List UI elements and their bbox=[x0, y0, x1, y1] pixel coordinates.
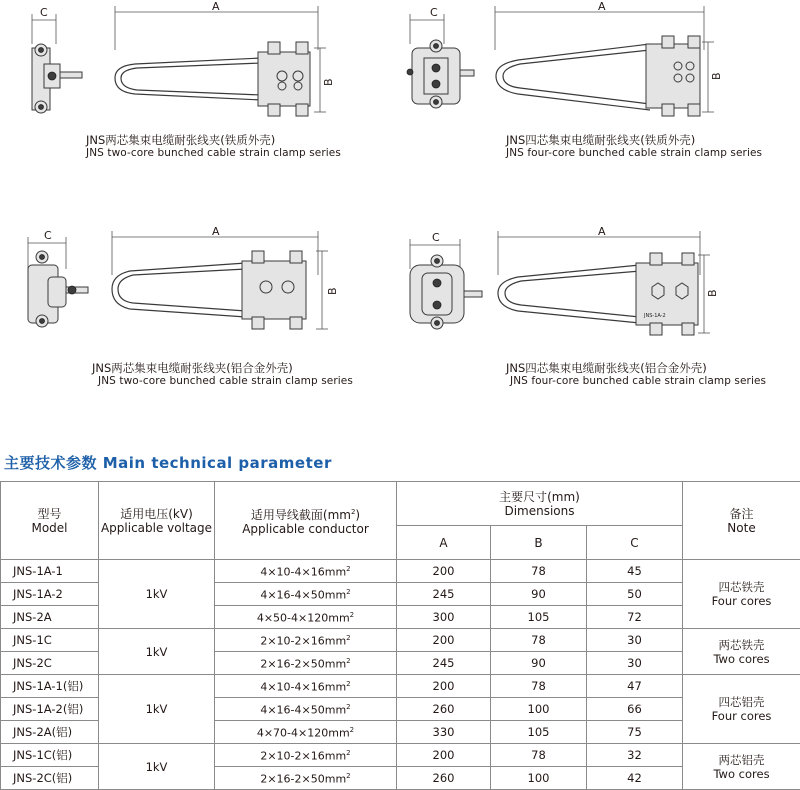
cell-model: JNS-1A-2 bbox=[1, 583, 99, 606]
dim-label-a: A bbox=[598, 0, 606, 13]
cell-note: 两芯铁壳 Two cores bbox=[683, 629, 800, 675]
caption-en: JNS four-core bunched cable strain clamp series bbox=[510, 375, 766, 387]
cell-conductor: $2\times 16-2\times 50mm^2$ bbox=[215, 652, 397, 675]
caption-en: JNS two-core bunched cable strain clamp series bbox=[86, 147, 341, 159]
cell-c: 72 bbox=[587, 606, 683, 629]
cell-conductor: $2\times 16-2\times 50mm^2$ bbox=[215, 767, 397, 790]
plate-text: JNS-1A-2 bbox=[643, 313, 666, 319]
table-row bbox=[1, 675, 800, 698]
cell-model: JNS-2C bbox=[1, 652, 99, 675]
cell-b: 90 bbox=[491, 583, 587, 606]
header-conductor: 适用导线截面$(mm^2)$ Applicable conductor bbox=[215, 482, 397, 560]
header-dimensions: 主要尺寸(mm) Dimensions bbox=[397, 482, 683, 526]
cell-note: 四芯铁壳 Four cores bbox=[683, 560, 800, 629]
cell-a: 200 bbox=[397, 675, 491, 698]
cell-c: 45 bbox=[587, 560, 683, 583]
dim-label-b: B bbox=[322, 78, 335, 86]
caption-zh: JNS四芯集束电缆耐张线夹(铝合金外壳) bbox=[506, 360, 707, 376]
cell-b: 78 bbox=[491, 744, 587, 767]
cell-b: 78 bbox=[491, 629, 587, 652]
cell-b: 78 bbox=[491, 675, 587, 698]
cell-model: JNS-1A-2(铝) bbox=[1, 698, 99, 721]
cell-model: JNS-2A(铝) bbox=[1, 721, 99, 744]
cell-b: 90 bbox=[491, 652, 587, 675]
dim-label-c: C bbox=[44, 229, 52, 242]
cell-voltage: 1kV bbox=[99, 629, 215, 675]
header-a: A bbox=[397, 526, 491, 560]
cell-b: 105 bbox=[491, 606, 587, 629]
cell-conductor: $4\times 16-4\times 50mm^2$ bbox=[215, 698, 397, 721]
dim-label-c: C bbox=[432, 231, 440, 244]
figure-four-core-iron bbox=[400, 0, 800, 170]
header-b: B bbox=[491, 526, 587, 560]
cell-b: 78 bbox=[491, 560, 587, 583]
cell-voltage: 1kV bbox=[99, 744, 215, 790]
figure-two-core-aluminium bbox=[0, 225, 400, 395]
cell-a: 260 bbox=[397, 698, 491, 721]
caption-en: JNS four-core bunched cable strain clamp series bbox=[506, 147, 762, 159]
cell-voltage: 1kV bbox=[99, 560, 215, 629]
dim-label-b: B bbox=[710, 72, 723, 80]
cell-conductor: $4\times 16-4\times 50mm^2$ bbox=[215, 583, 397, 606]
cell-c: 30 bbox=[587, 652, 683, 675]
cell-conductor: $4\times 50-4\times 120mm^2$ bbox=[215, 606, 397, 629]
cell-model: JNS-1A-1(铝) bbox=[1, 675, 99, 698]
cell-c: 32 bbox=[587, 744, 683, 767]
spec-table bbox=[0, 481, 800, 790]
cell-c: 42 bbox=[587, 767, 683, 790]
cell-conductor: $4\times 10-4\times 16mm^2$ bbox=[215, 675, 397, 698]
dim-label-c: C bbox=[430, 6, 438, 19]
cell-a: 200 bbox=[397, 560, 491, 583]
dim-label-c: C bbox=[40, 6, 48, 19]
header-model: 型号 Model bbox=[1, 482, 99, 560]
cell-b: 100 bbox=[491, 698, 587, 721]
cell-model: JNS-2A bbox=[1, 606, 99, 629]
table-row bbox=[1, 629, 800, 652]
cell-a: 300 bbox=[397, 606, 491, 629]
figure-four-core-aluminium bbox=[400, 225, 800, 395]
table-row bbox=[1, 560, 800, 583]
cell-b: 100 bbox=[491, 767, 587, 790]
cell-a: 260 bbox=[397, 767, 491, 790]
cell-a: 245 bbox=[397, 652, 491, 675]
caption-zh: JNS四芯集束电缆耐张线夹(铁质外壳) bbox=[506, 132, 695, 148]
cell-c: 66 bbox=[587, 698, 683, 721]
caption-zh: JNS两芯集束电缆耐张线夹(铝合金外壳) bbox=[92, 360, 293, 376]
header-c: C bbox=[587, 526, 683, 560]
cell-b: 105 bbox=[491, 721, 587, 744]
cell-a: 330 bbox=[397, 721, 491, 744]
cell-model: JNS-1A-1 bbox=[1, 560, 99, 583]
cell-a: 200 bbox=[397, 629, 491, 652]
cell-c: 47 bbox=[587, 675, 683, 698]
cell-note: 四芯铝壳 Four cores bbox=[683, 675, 800, 744]
section-title: 主要技术参数 Main technical parameter bbox=[4, 452, 332, 473]
caption-en: JNS two-core bunched cable strain clamp series bbox=[98, 375, 353, 387]
dim-label-b: B bbox=[326, 287, 339, 295]
cell-conductor: $4\times 70-4\times 120mm^2$ bbox=[215, 721, 397, 744]
cell-c: 75 bbox=[587, 721, 683, 744]
cell-model: JNS-2C(铝) bbox=[1, 767, 99, 790]
dim-label-a: A bbox=[212, 0, 220, 13]
dim-label-a: A bbox=[598, 225, 606, 238]
cell-model: JNS-1C(铝) bbox=[1, 744, 99, 767]
cell-conductor: $4\times 10-4\times 16mm^2$ bbox=[215, 560, 397, 583]
figure-two-core-iron bbox=[0, 0, 400, 170]
header-note: 备注 Note bbox=[683, 482, 800, 560]
header-voltage: 适用电压(kV) Applicable voltage bbox=[99, 482, 215, 560]
cell-c: 50 bbox=[587, 583, 683, 606]
cell-a: 200 bbox=[397, 744, 491, 767]
cell-conductor: $2\times 10-2\times 16mm^2$ bbox=[215, 629, 397, 652]
cell-c: 30 bbox=[587, 629, 683, 652]
cell-conductor: $2\times 10-2\times 16mm^2$ bbox=[215, 744, 397, 767]
caption-zh: JNS两芯集束电缆耐张线夹(铁质外壳) bbox=[86, 132, 275, 148]
cell-a: 245 bbox=[397, 583, 491, 606]
table-row bbox=[1, 744, 800, 767]
cell-voltage: 1kV bbox=[99, 675, 215, 744]
cell-note: 两芯铝壳 Two cores bbox=[683, 744, 800, 790]
dim-label-a: A bbox=[212, 225, 220, 238]
dim-label-b: B bbox=[706, 289, 719, 297]
cell-model: JNS-1C bbox=[1, 629, 99, 652]
